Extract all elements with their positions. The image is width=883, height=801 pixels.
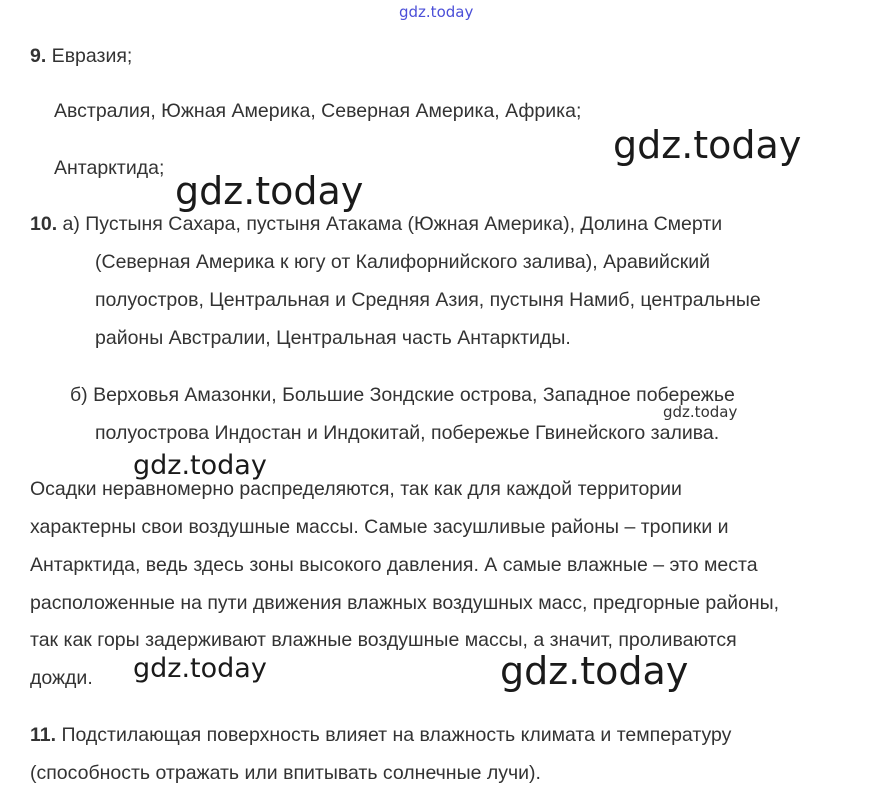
answer-10-line: б) Верховья Амазонки, Большие Зондские острова, Западное побережье: [70, 384, 735, 406]
paragraph-line: так как горы задерживают влажные воздушные массы, а значит, проливаются: [30, 629, 737, 651]
answer-number: 11.: [30, 724, 57, 746]
paragraph-line: дожди.: [30, 667, 93, 689]
answer-10-line: [30, 212, 722, 236]
paragraph-line: Осадки неравномерно распределяются, так как для каждой территории: [30, 478, 682, 500]
watermark: gdz.today: [613, 123, 802, 167]
answer-10-line: полуостров, Центральная и Средняя Азия, пустыня Намиб, центральные: [95, 289, 761, 311]
paragraph-line: характерны свои воздушные массы. Самые засушливые районы – тропики и: [30, 516, 729, 538]
watermark: gdz.today: [500, 649, 689, 693]
answer-text: а) Пустыня Сахара, пустыня Атакама (Южная Америка), Долина Смерти: [57, 213, 723, 235]
answer-9-line: Антарктида;: [54, 157, 165, 179]
watermark: gdz.today: [133, 450, 267, 481]
answer-text: Евразия;: [46, 45, 133, 67]
answer-10-line: районы Австралии, Центральная часть Антарктиды.: [95, 327, 571, 349]
answer-11-line: (способность отражать или впитывать солнечные лучи).: [30, 762, 541, 784]
answer-number: 10.: [30, 213, 58, 235]
paragraph-line: Антарктида, ведь здесь зоны высокого давления. А самые влажные – это места: [30, 554, 758, 576]
paragraph-line: расположенные на пути движения влажных воздушных масс, предгорные районы,: [30, 592, 780, 614]
answer-10-line: (Северная Америка к югу от Калифорнийского залива), Аравийский: [95, 251, 711, 273]
answer-10-line: полуострова Индостан и Индокитай, побережье Гвинейского залива.: [95, 422, 720, 444]
answer-9-line: Австралия, Южная Америка, Северная Америка, Африка;: [54, 100, 582, 122]
watermark-top: gdz.today: [399, 3, 474, 21]
answer-11-line: [30, 723, 731, 747]
answer-number: 9.: [30, 45, 47, 67]
answer-text: Подстилающая поверхность влияет на влажность климата и температуру: [56, 724, 732, 746]
answer-9-line: [30, 44, 132, 68]
watermark: gdz.today: [133, 653, 267, 684]
watermark: gdz.today: [663, 403, 738, 421]
watermark: gdz.today: [175, 169, 364, 213]
